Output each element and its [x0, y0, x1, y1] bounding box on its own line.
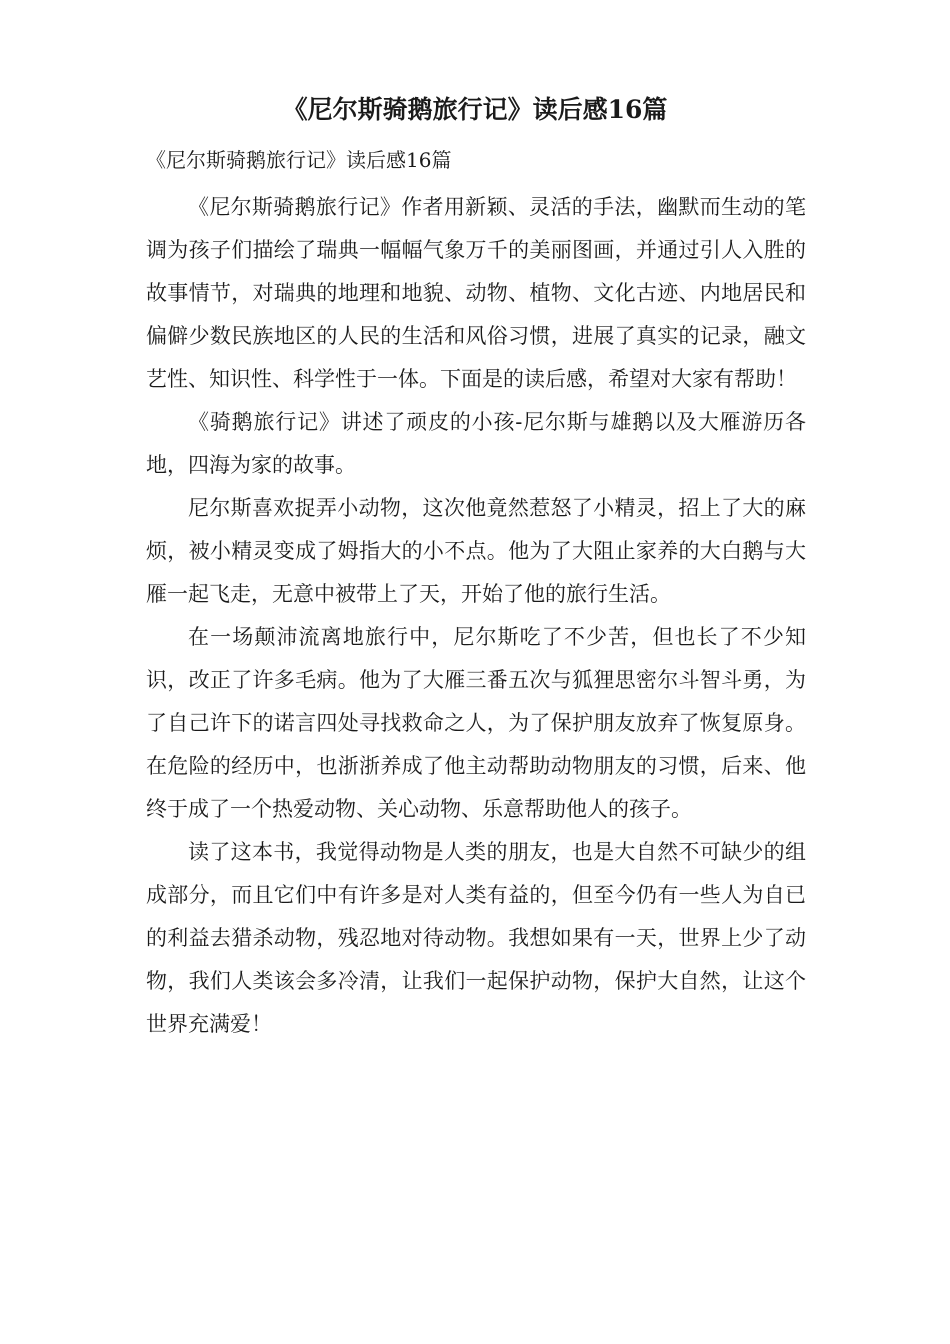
document-subtitle: 《尼尔斯骑鹅旅行记》读后感16篇 — [146, 148, 452, 172]
document-title: 《尼尔斯骑鹅旅行记》读后感16篇 — [282, 95, 668, 124]
paragraph-reflection: 读了这本书，我觉得动物是人类的朋友，也是大自然不可缺少的组成部分，而且它们中有许多是对人类有益的，但至今仍有一些人为自已的利益去猎杀动物，残忍地对待动物。我想如果有一天，世界上少了动物，我们人类该会多冷清，让我们一起保护动物，保护大自然，让这个世界充满爱！ — [146, 840, 806, 1036]
paragraph-journey: 在一场颠沛流离地旅行中，尼尔斯吃了不少苦，但也长了不少知识，改正了许多毛病。他为了大雁三番五次与狐狸思密尔斗智斗勇，为了自己许下的诺言四处寻找救命之人，为了保护朋友放弃了恢复原身。在危险的经历中，也浙浙养成了他主动帮助动物朋友的习惯，后来、他终于成了一个热爱动物、关心动物、乐意帮助他人的孩子。 — [146, 625, 806, 821]
paragraph-summary: 《骑鹅旅行记》讲述了顽皮的小孩-尼尔斯与雄鹅以及大雁游历各地，四海为家的故事。 — [146, 410, 806, 477]
paragraph-plot: 尼尔斯喜欢捉弄小动物，这次他竟然惹怒了小精灵，招上了大的麻烦，被小精灵变成了姆指大的小不点。他为了大阻止家养的大白鹅与大雁一起飞走，无意中被带上了天，开始了他的旅行生活。 — [146, 496, 806, 606]
paragraph-intro: 《尼尔斯骑鹅旅行记》作者用新颖、灵活的手法，幽默而生动的笔调为孩子们描绘了瑞典一幅幅气象万千的美丽图画，并通过引人入胜的故事情节，对瑞典的地理和地貌、动物、植物、文化古迹、内地居民和偏僻少数民族地区的人民的生活和风俗习惯，进展了真实的记录，融文艺性、知识性、科学性于一体。下面是的读后感，希望对大家有帮助！ — [146, 195, 806, 391]
document-body — [146, 186, 806, 1046]
